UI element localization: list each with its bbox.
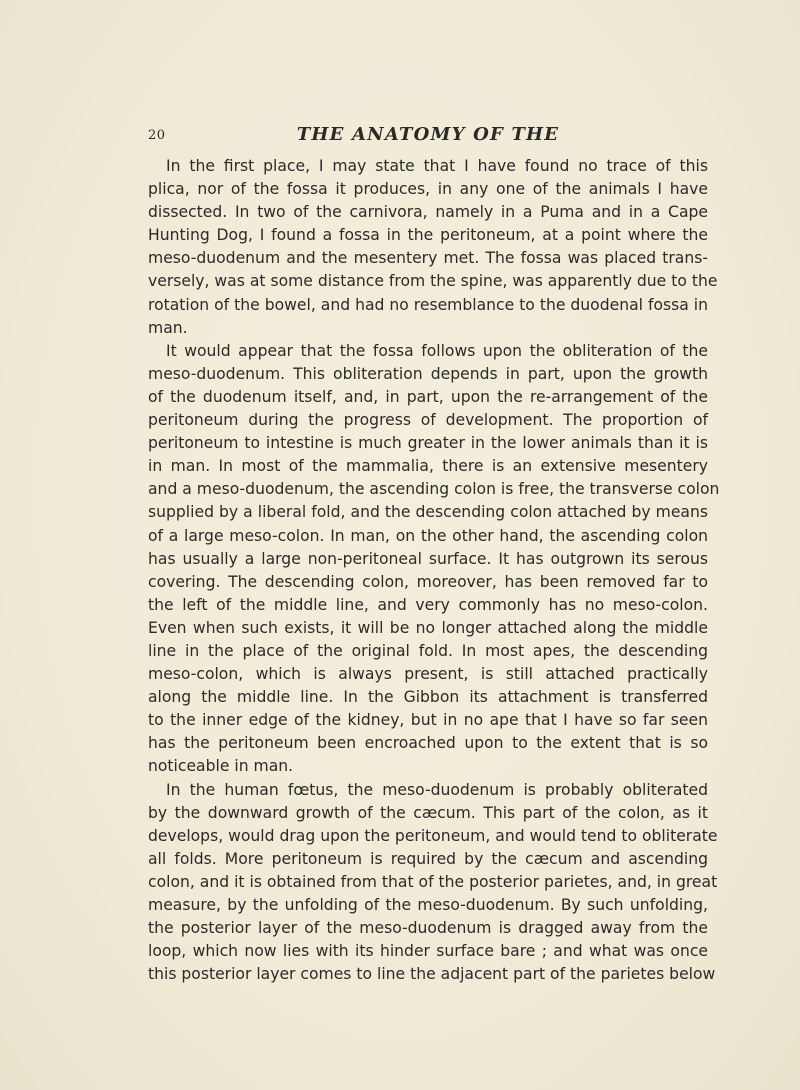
text-line: all folds. More peritoneum is required by the cæcum and ascending <box>148 849 708 868</box>
text-line: Hunting Dog, I found a fossa in the peritoneum, at a point where the <box>148 226 708 245</box>
text-line: has the peritoneum been encroached upon to the extent that is so <box>148 734 708 753</box>
text-line: by the downward growth of the cæcum. This part of the colon, as it <box>148 803 708 822</box>
text-line: develops, would drag upon the peritoneum, and would tend to obliterate <box>148 826 718 845</box>
text-line: versely, was at some distance from the spine, was apparently due to the <box>148 272 718 291</box>
text-line: loop, which now lies with its hinder surface bare ; and what was once <box>148 942 708 961</box>
text-line: meso-duodenum and the mesentery met. The fossa was placed trans- <box>148 249 708 268</box>
text-line: of a large meso-colon. In man, on the other hand, the ascending colon <box>148 526 708 545</box>
running-title: THE ANATOMY OF THE <box>296 124 560 145</box>
text-line: It would appear that the fossa follows upon the obliteration of the <box>166 341 708 360</box>
text-line: of the duodenum itself, and, in part, upon the re-arrangement of the <box>148 387 708 406</box>
running-head <box>148 124 708 150</box>
text-line: dissected. In two of the carnivora, namely in a Puma and in a Cape <box>148 203 708 222</box>
text-line: covering. The descending colon, moreover, has been removed far to <box>148 572 708 591</box>
text-line: supplied by a liberal fold, and the descending colon attached by means <box>148 503 708 522</box>
text-line: the posterior layer of the meso-duodenum is dragged away from the <box>148 919 708 938</box>
text-line: has usually a large non-peritoneal surface. It has outgrown its serous <box>148 549 708 568</box>
text-line: line in the place of the original fold. In most apes, the descending <box>148 641 708 660</box>
text-line: plica, nor of the fossa it produces, in any one of the animals I have <box>148 180 708 199</box>
text-line: In the first place, I may state that I have found no trace of this <box>166 157 708 175</box>
text-line: man. <box>148 318 188 337</box>
paragraph <box>148 155 718 340</box>
text-line: meso-colon, which is always present, is still attached practically <box>148 665 708 684</box>
text-line: Even when such exists, it will be no longer attached along the middle <box>148 618 708 637</box>
paragraph <box>148 340 720 779</box>
text-line: peritoneum during the progress of development. The proportion of <box>148 411 708 430</box>
text-line: the left of the middle line, and very commonly has no meso-colon. <box>148 595 708 614</box>
text-line: rotation of the bowel, and had no resemblance to the duodenal fossa in <box>148 295 708 314</box>
body-text <box>148 155 720 986</box>
text-line: along the middle line. In the Gibbon its attachment is transferred <box>148 688 708 707</box>
text-line: noticeable in man. <box>148 757 294 776</box>
text-line: peritoneum to intestine is much greater in the lower animals than it is <box>148 434 708 453</box>
text-line: colon, and it is obtained from that of the posterior parietes, and, in great <box>148 872 718 891</box>
text-line: In the human fœtus, the meso-duodenum is probably obliterated <box>166 780 708 799</box>
text-line: measure, by the unfolding of the meso-duodenum. By such unfolding, <box>148 896 708 914</box>
text-line: and a meso-duodenum, the ascending colon is free, the transverse colon <box>148 480 720 499</box>
page-number: 20 <box>148 128 166 143</box>
paragraph <box>148 779 718 987</box>
text-line: this posterior layer comes to line the adjacent part of the parietes below <box>148 965 716 984</box>
text-line: in man. In most of the mammalia, there is an extensive mesentery <box>148 457 708 476</box>
text-line: to the inner edge of the kidney, but in no ape that I have so far seen <box>148 711 708 730</box>
text-line: meso-duodenum. This obliteration depends in part, upon the growth <box>148 364 708 383</box>
